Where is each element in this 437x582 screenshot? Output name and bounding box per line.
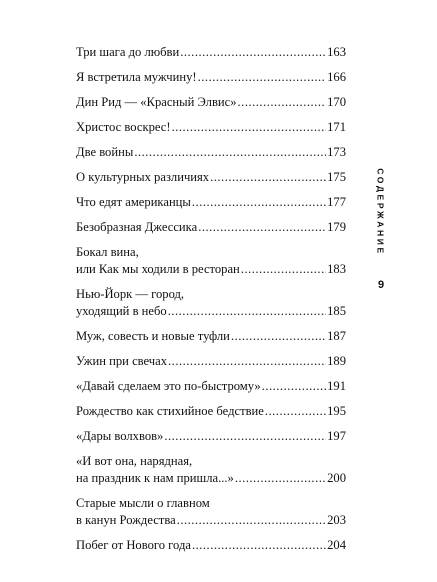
- toc-line: [76, 44, 346, 61]
- toc-line: [76, 403, 346, 420]
- toc-entry-page: 170: [327, 95, 346, 109]
- toc-entry: [76, 94, 346, 111]
- toc-line: [76, 219, 346, 236]
- toc-entry-title-continued: в канун Рождества: [76, 513, 176, 527]
- toc-entry: [76, 286, 346, 320]
- toc-entry-title: «Давай сделаем это по-быстрому»: [76, 379, 261, 393]
- toc-line: [76, 244, 346, 261]
- section-title-text: СОДЕРЖАНИЕ: [376, 168, 387, 256]
- toc-entry-title: Ужин при свечах: [76, 354, 168, 368]
- dot-leader: [192, 537, 326, 554]
- dot-leader: [134, 144, 326, 161]
- toc-line: [76, 453, 346, 470]
- toc-entry-page: 183: [327, 262, 346, 276]
- dot-leader: [241, 261, 326, 278]
- toc-entry: [76, 244, 346, 278]
- toc-entry-title: «Дары волхвов»: [76, 429, 164, 443]
- toc-line: [76, 470, 346, 487]
- toc-line: [76, 144, 346, 161]
- dot-leader: [235, 470, 326, 487]
- toc-entry: [76, 328, 346, 345]
- toc-entry-title: Христос воскрес!: [76, 120, 171, 134]
- toc-entry-page: 187: [327, 329, 346, 343]
- toc-line: [76, 537, 346, 554]
- toc-line: [76, 169, 346, 186]
- toc-line: [76, 378, 346, 395]
- toc-entry-page: 166: [327, 70, 346, 84]
- toc-entry-page: 200: [327, 471, 346, 485]
- dot-leader: [210, 169, 326, 186]
- toc-entry-page: 197: [327, 429, 346, 443]
- toc-entry: [76, 144, 346, 161]
- toc-entry-page: 177: [327, 195, 346, 209]
- toc-line: [76, 261, 346, 278]
- toc-entry-title: Две войны: [76, 145, 134, 159]
- dot-leader: [180, 44, 326, 61]
- toc-entry-title: О культурных различиях: [76, 170, 210, 184]
- toc-entry: [76, 44, 346, 61]
- dot-leader: [238, 94, 327, 111]
- toc-entry-page: 163: [327, 45, 346, 59]
- toc-entry-page: 185: [327, 304, 346, 318]
- toc-entry-page: 173: [327, 145, 346, 159]
- toc-entry-page: 204: [327, 538, 346, 552]
- toc-entry: [76, 428, 346, 445]
- toc-entry-title: Дин Рид — «Красный Элвис»: [76, 95, 237, 109]
- dot-leader: [198, 69, 326, 86]
- toc-entry-title-continued: или Как мы ходили в ресторан: [76, 262, 240, 276]
- toc-entry: [76, 537, 346, 554]
- toc-line: [76, 69, 346, 86]
- dot-leader: [168, 303, 326, 320]
- table-of-contents: [76, 44, 346, 562]
- toc-entry-page: 195: [327, 404, 346, 418]
- dot-leader: [168, 353, 326, 370]
- toc-entry: [76, 378, 346, 395]
- toc-entry-page: 179: [327, 220, 346, 234]
- toc-entry-page: 203: [327, 513, 346, 527]
- toc-entry-title: «И вот она, нарядная,: [76, 454, 193, 468]
- toc-entry-title: Три шага до любви: [76, 45, 180, 59]
- dot-leader: [177, 512, 326, 529]
- toc-entry-page: 191: [327, 379, 346, 393]
- toc-entry-title: Я встретила мужчину!: [76, 70, 197, 84]
- toc-entry: [76, 495, 346, 529]
- dot-leader: [192, 194, 326, 211]
- toc-entry: [76, 219, 346, 236]
- dot-leader: [172, 119, 327, 136]
- page-number: 9: [377, 279, 385, 291]
- dot-leader: [262, 378, 326, 395]
- toc-line: [76, 328, 346, 345]
- toc-entry: [76, 119, 346, 136]
- toc-line: [76, 119, 346, 136]
- toc-entry: [76, 353, 346, 370]
- toc-entry-title: Что едят американцы: [76, 195, 191, 209]
- toc-entry-title: Нью-Йорк — город,: [76, 287, 185, 301]
- toc-entry-title: Безобразная Джессика: [76, 220, 198, 234]
- dot-leader: [198, 219, 326, 236]
- dot-leader: [231, 328, 326, 345]
- section-title: [374, 162, 388, 262]
- toc-entry-title-continued: на праздник к нам пришла...»: [76, 471, 234, 485]
- toc-entry: [76, 169, 346, 186]
- toc-line: [76, 94, 346, 111]
- toc-entry: [76, 194, 346, 211]
- toc-entry-title: Бокал вина,: [76, 245, 139, 259]
- toc-line: [76, 303, 346, 320]
- toc-line: [76, 495, 346, 512]
- toc-line: [76, 194, 346, 211]
- dot-leader: [265, 403, 326, 420]
- toc-entry-title: Побег от Нового года: [76, 538, 191, 552]
- toc-entry-title: Старые мысли о главном: [76, 496, 210, 510]
- toc-line: [76, 512, 346, 529]
- dot-leader: [164, 428, 326, 445]
- toc-entry-page: 171: [327, 120, 346, 134]
- toc-entry-title-continued: уходящий в небо: [76, 304, 167, 318]
- toc-entry: [76, 69, 346, 86]
- toc-line: [76, 286, 346, 303]
- toc-entry-page: 189: [327, 354, 346, 368]
- toc-line: [76, 428, 346, 445]
- toc-entry-page: 175: [327, 170, 346, 184]
- toc-entry-title: Рождество как стихийное бедствие: [76, 404, 264, 418]
- toc-entry: [76, 403, 346, 420]
- toc-entry: [76, 453, 346, 487]
- toc-entry-title: Муж, совесть и новые туфли: [76, 329, 230, 343]
- toc-line: [76, 353, 346, 370]
